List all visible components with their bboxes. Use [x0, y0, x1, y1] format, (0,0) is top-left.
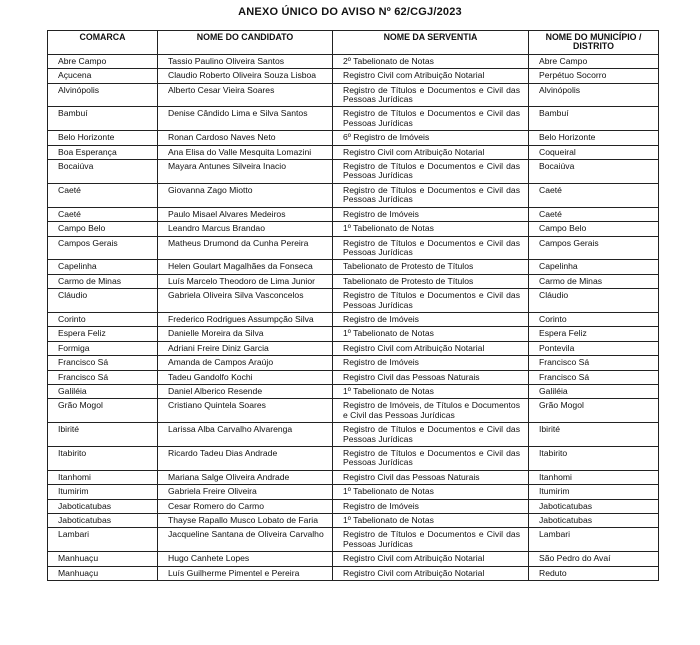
cell-comarca: Carmo de Minas	[48, 274, 158, 288]
cell-comarca: Manhuaçu	[48, 552, 158, 566]
cell-municipio: Perpétuo Socorro	[529, 69, 659, 83]
cell-municipio: Itabirito	[529, 447, 659, 471]
cell-candidato: Denise Cândido Lima e Silva Santos	[158, 107, 333, 131]
cell-serventia: 1º Tabelionato de Notas	[333, 514, 529, 528]
cell-municipio: Corinto	[529, 312, 659, 326]
cell-municipio: Pontevila	[529, 341, 659, 355]
cell-candidato: Matheus Drumond da Cunha Pereira	[158, 236, 333, 260]
cell-municipio: Itumirim	[529, 485, 659, 499]
cell-municipio: Francisco Sá	[529, 356, 659, 370]
cell-municipio: Coqueiral	[529, 145, 659, 159]
cell-candidato: Adriani Freire Diniz Garcia	[158, 341, 333, 355]
table-body	[48, 54, 659, 580]
cell-serventia: Tabelionato de Protesto de Títulos	[333, 260, 529, 274]
cell-serventia: Registro Civil com Atribuição Notarial	[333, 552, 529, 566]
table-row	[48, 131, 659, 145]
cell-serventia: Tabelionato de Protesto de Títulos	[333, 274, 529, 288]
cell-comarca: Jaboticatubas	[48, 499, 158, 513]
cell-comarca: Jaboticatubas	[48, 514, 158, 528]
cell-candidato: Gabriela Oliveira Silva Vasconcelos	[158, 289, 333, 313]
cell-comarca: Galiléia	[48, 384, 158, 398]
cell-serventia: Registro de Títulos e Documentos e Civil das Pessoas Jurídicas	[333, 160, 529, 184]
cell-comarca: Alvinópolis	[48, 83, 158, 107]
cell-municipio: Capelinha	[529, 260, 659, 274]
cell-municipio: Grão Mogol	[529, 399, 659, 423]
header-candidato: NOME DO CANDIDATO	[158, 31, 333, 55]
cell-candidato: Mariana Salge Oliveira Andrade	[158, 470, 333, 484]
cell-municipio: Belo Horizonte	[529, 131, 659, 145]
table-row	[48, 528, 659, 552]
cell-comarca: Bambuí	[48, 107, 158, 131]
cell-serventia: Registro de Títulos e Documentos e Civil das Pessoas Jurídicas	[333, 423, 529, 447]
cell-serventia: Registro de Títulos e Documentos e Civil das Pessoas Jurídicas	[333, 528, 529, 552]
table-row	[48, 552, 659, 566]
cell-candidato: Paulo Misael Alvares Medeiros	[158, 207, 333, 221]
table-row	[48, 222, 659, 236]
cell-municipio: Caeté	[529, 207, 659, 221]
cell-serventia: 1º Tabelionato de Notas	[333, 384, 529, 398]
cell-serventia: Registro Civil com Atribuição Notarial	[333, 566, 529, 580]
table-row	[48, 384, 659, 398]
cell-serventia: 1º Tabelionato de Notas	[333, 485, 529, 499]
cell-comarca: Lambari	[48, 528, 158, 552]
cell-serventia: Registro de Imóveis	[333, 499, 529, 513]
header-comarca: COMARCA	[48, 31, 158, 55]
results-table	[47, 30, 659, 581]
cell-municipio: Espera Feliz	[529, 327, 659, 341]
cell-comarca: Itanhomi	[48, 470, 158, 484]
cell-candidato: Luís Guilherme Pimentel e Pereira	[158, 566, 333, 580]
header-municipio: NOME DO MUNICÍPIO / DISTRITO	[529, 31, 659, 55]
cell-municipio: Jaboticatubas	[529, 499, 659, 513]
cell-serventia: Registro de Imóveis	[333, 207, 529, 221]
cell-municipio: Galiléia	[529, 384, 659, 398]
table-row	[48, 289, 659, 313]
cell-municipio: Campos Gerais	[529, 236, 659, 260]
cell-municipio: Jaboticatubas	[529, 514, 659, 528]
cell-comarca: Caeté	[48, 183, 158, 207]
table-row	[48, 470, 659, 484]
cell-comarca: Corinto	[48, 312, 158, 326]
cell-municipio: Alvinópolis	[529, 83, 659, 107]
cell-comarca: Manhuaçu	[48, 566, 158, 580]
table-row	[48, 327, 659, 341]
cell-comarca: Itabirito	[48, 447, 158, 471]
cell-comarca: Cláudio	[48, 289, 158, 313]
cell-candidato: Gabriela Freire Oliveira	[158, 485, 333, 499]
table-row	[48, 341, 659, 355]
cell-candidato: Ronan Cardoso Naves Neto	[158, 131, 333, 145]
cell-municipio: Ibirité	[529, 423, 659, 447]
cell-serventia: Registro Civil das Pessoas Naturais	[333, 370, 529, 384]
table-row	[48, 447, 659, 471]
cell-serventia: Registro de Títulos e Documentos e Civil das Pessoas Jurídicas	[333, 447, 529, 471]
table-row	[48, 399, 659, 423]
cell-serventia: Registro Civil com Atribuição Notarial	[333, 69, 529, 83]
document-title: ANEXO ÚNICO DO AVISO Nº 62/CGJ/2023	[238, 6, 462, 18]
cell-serventia: 6º Registro de Imóveis	[333, 131, 529, 145]
table-row	[48, 566, 659, 580]
cell-serventia: Registro de Imóveis, de Títulos e Documentos e Civil das Pessoas Jurídicas	[333, 399, 529, 423]
cell-candidato: Thayse Rapallo Musco Lobato de Faria	[158, 514, 333, 528]
cell-serventia: Registro de Títulos e Documentos e Civil das Pessoas Jurídicas	[333, 183, 529, 207]
table-row	[48, 107, 659, 131]
cell-candidato: Amanda de Campos Araújo	[158, 356, 333, 370]
cell-candidato: Larissa Alba Carvalho Alvarenga	[158, 423, 333, 447]
cell-comarca: Ibirité	[48, 423, 158, 447]
cell-candidato: Luís Marcelo Theodoro de Lima Junior	[158, 274, 333, 288]
header-serventia: NOME DA SERVENTIA	[333, 31, 529, 55]
table-row	[48, 236, 659, 260]
cell-municipio: Bocaiúva	[529, 160, 659, 184]
cell-serventia: Registro de Títulos e Documentos e Civil das Pessoas Jurídicas	[333, 83, 529, 107]
cell-candidato: Tadeu Gandolfo Kochi	[158, 370, 333, 384]
cell-municipio: São Pedro do Avaí	[529, 552, 659, 566]
cell-municipio: Carmo de Minas	[529, 274, 659, 288]
cell-comarca: Boa Esperança	[48, 145, 158, 159]
cell-serventia: Registro de Títulos e Documentos e Civil das Pessoas Jurídicas	[333, 236, 529, 260]
cell-comarca: Francisco Sá	[48, 370, 158, 384]
cell-serventia: Registro Civil com Atribuição Notarial	[333, 341, 529, 355]
cell-candidato: Cristiano Quintela Soares	[158, 399, 333, 423]
cell-serventia: Registro de Imóveis	[333, 312, 529, 326]
cell-comarca: Francisco Sá	[48, 356, 158, 370]
table-row	[48, 423, 659, 447]
table-row	[48, 183, 659, 207]
cell-municipio: Bambuí	[529, 107, 659, 131]
table-row	[48, 260, 659, 274]
cell-candidato: Daniel Alberico Resende	[158, 384, 333, 398]
table-row	[48, 514, 659, 528]
cell-candidato: Mayara Antunes Silveira Inacio	[158, 160, 333, 184]
cell-municipio: Campo Belo	[529, 222, 659, 236]
cell-candidato: Jacqueline Santana de Oliveira Carvalho	[158, 528, 333, 552]
cell-candidato: Danielle Moreira da Silva	[158, 327, 333, 341]
table-header-row	[48, 31, 659, 55]
cell-municipio: Abre Campo	[529, 54, 659, 68]
cell-candidato: Cesar Romero do Carmo	[158, 499, 333, 513]
cell-candidato: Hugo Canhete Lopes	[158, 552, 333, 566]
cell-serventia: Registro Civil das Pessoas Naturais	[333, 470, 529, 484]
cell-comarca: Espera Feliz	[48, 327, 158, 341]
cell-candidato: Frederico Rodrigues Assumpção Silva	[158, 312, 333, 326]
cell-comarca: Campo Belo	[48, 222, 158, 236]
cell-serventia: Registro de Imóveis	[333, 356, 529, 370]
cell-comarca: Caeté	[48, 207, 158, 221]
table-row	[48, 69, 659, 83]
cell-candidato: Giovanna Zago Miotto	[158, 183, 333, 207]
cell-comarca: Belo Horizonte	[48, 131, 158, 145]
cell-serventia: 2º Tabelionato de Notas	[333, 54, 529, 68]
cell-candidato: Leandro Marcus Brandao	[158, 222, 333, 236]
cell-candidato: Tassio Paulino Oliveira Santos	[158, 54, 333, 68]
table-row	[48, 312, 659, 326]
table-row	[48, 499, 659, 513]
cell-municipio: Cláudio	[529, 289, 659, 313]
cell-serventia: 1º Tabelionato de Notas	[333, 222, 529, 236]
table-row	[48, 207, 659, 221]
cell-comarca: Formiga	[48, 341, 158, 355]
cell-comarca: Campos Gerais	[48, 236, 158, 260]
cell-municipio: Caeté	[529, 183, 659, 207]
table-row	[48, 274, 659, 288]
cell-comarca: Abre Campo	[48, 54, 158, 68]
table-row	[48, 83, 659, 107]
cell-serventia: 1º Tabelionato de Notas	[333, 327, 529, 341]
cell-serventia: Registro de Títulos e Documentos e Civil das Pessoas Jurídicas	[333, 289, 529, 313]
table-row	[48, 356, 659, 370]
table-row	[48, 370, 659, 384]
table-row	[48, 145, 659, 159]
cell-municipio: Lambari	[529, 528, 659, 552]
cell-candidato: Claudio Roberto Oliveira Souza Lisboa	[158, 69, 333, 83]
cell-candidato: Ricardo Tadeu Dias Andrade	[158, 447, 333, 471]
cell-municipio: Reduto	[529, 566, 659, 580]
cell-municipio: Francisco Sá	[529, 370, 659, 384]
table-row	[48, 54, 659, 68]
cell-candidato: Ana Elisa do Valle Mesquita Lomazini	[158, 145, 333, 159]
cell-candidato: Helen Goulart Magalhães da Fonseca	[158, 260, 333, 274]
cell-comarca: Grão Mogol	[48, 399, 158, 423]
table-row	[48, 485, 659, 499]
cell-comarca: Bocaiúva	[48, 160, 158, 184]
cell-municipio: Itanhomi	[529, 470, 659, 484]
cell-comarca: Capelinha	[48, 260, 158, 274]
cell-comarca: Itumirim	[48, 485, 158, 499]
cell-comarca: Açucena	[48, 69, 158, 83]
cell-serventia: Registro de Títulos e Documentos e Civil das Pessoas Jurídicas	[333, 107, 529, 131]
cell-candidato: Alberto Cesar Vieira Soares	[158, 83, 333, 107]
table-row	[48, 160, 659, 184]
cell-serventia: Registro Civil com Atribuição Notarial	[333, 145, 529, 159]
